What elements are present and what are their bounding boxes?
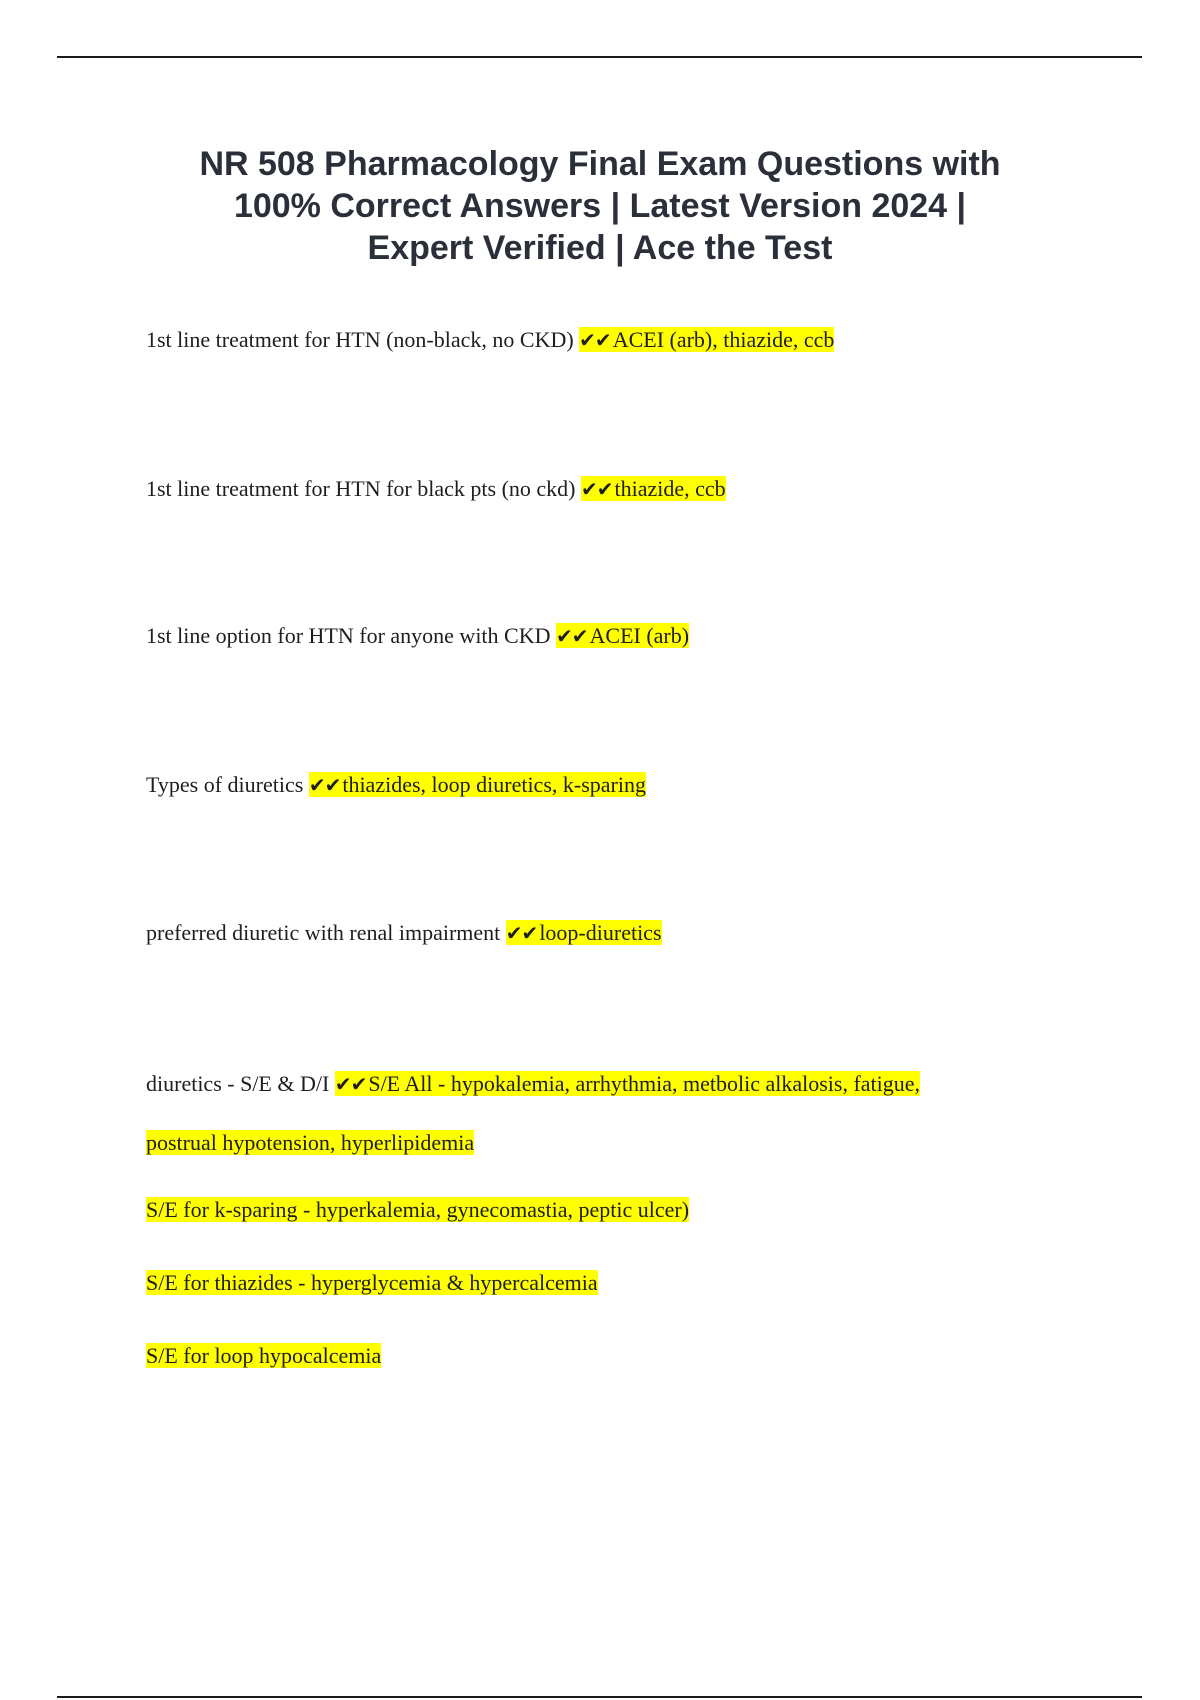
question-text: 1st line treatment for HTN (non-black, no CKD) xyxy=(146,327,574,352)
qa-item-5 xyxy=(146,918,1046,948)
question-text: 1st line option for HTN for anyone with CKD xyxy=(146,623,551,648)
answer-text: ACEI (arb) xyxy=(589,623,690,648)
double-check-icon: ✔✔ xyxy=(580,477,613,501)
qa-item-6 xyxy=(146,1069,1046,1099)
answer-continuation-text: S/E for thiazides - hyperglycemia & hypercalcemia xyxy=(146,1270,598,1295)
answer-continuation-1 xyxy=(146,1128,474,1158)
answer-continuation-text: S/E for k-sparing - hyperkalemia, gynecomastia, peptic ulcer) xyxy=(146,1197,690,1222)
document-title xyxy=(100,143,1100,269)
double-check-icon: ✔✔ xyxy=(334,1072,367,1096)
answer-text: loop-diuretics xyxy=(539,920,662,945)
qa-item-1 xyxy=(146,325,1046,355)
answer-text: ACEI (arb), thiazide, ccb xyxy=(612,327,835,352)
title-line-2: 100% Correct Answers | Latest Version 2024 | xyxy=(233,187,967,225)
answer-text: thiazides, loop diuretics, k-sparing xyxy=(342,772,646,797)
bottom-rule xyxy=(57,1696,1142,1698)
double-check-icon: ✔✔ xyxy=(579,328,611,352)
qa-item-4 xyxy=(146,770,1046,800)
answer-highlight xyxy=(335,1071,920,1096)
answer-highlight xyxy=(581,476,726,501)
double-check-icon: ✔✔ xyxy=(308,773,341,797)
question-text: diuretics - S/E & D/I xyxy=(146,1071,330,1096)
qa-item-3 xyxy=(146,621,1046,651)
answer-text: thiazide, ccb xyxy=(614,476,726,501)
top-rule xyxy=(57,56,1142,58)
title-line-3: Expert Verified | Ace the Test xyxy=(367,229,833,267)
question-text: preferred diuretic with renal impairment xyxy=(146,920,501,945)
answer-continuation-4 xyxy=(146,1341,381,1371)
double-check-icon: ✔✔ xyxy=(505,921,538,945)
question-text: 1st line treatment for HTN for black pts (no ckd) xyxy=(146,476,576,501)
qa-item-2 xyxy=(146,474,1046,504)
answer-highlight xyxy=(579,327,834,352)
answer-continuation-2 xyxy=(146,1195,689,1225)
answer-highlight xyxy=(556,623,689,648)
answer-text: S/E All - hypokalemia, arrhythmia, metbolic alkalosis, fatigue, xyxy=(368,1071,921,1096)
answer-continuation-3 xyxy=(146,1268,598,1298)
answer-highlight xyxy=(506,920,662,945)
answer-highlight xyxy=(309,772,646,797)
double-check-icon: ✔✔ xyxy=(556,624,588,648)
answer-continuation-text: postrual hypotension, hyperlipidemia xyxy=(146,1130,475,1155)
title-line-1: NR 508 Pharmacology Final Exam Questions with xyxy=(199,145,1001,183)
question-text: Types of diuretics xyxy=(146,772,304,797)
answer-continuation-text: S/E for loop hypocalcemia xyxy=(146,1343,382,1368)
